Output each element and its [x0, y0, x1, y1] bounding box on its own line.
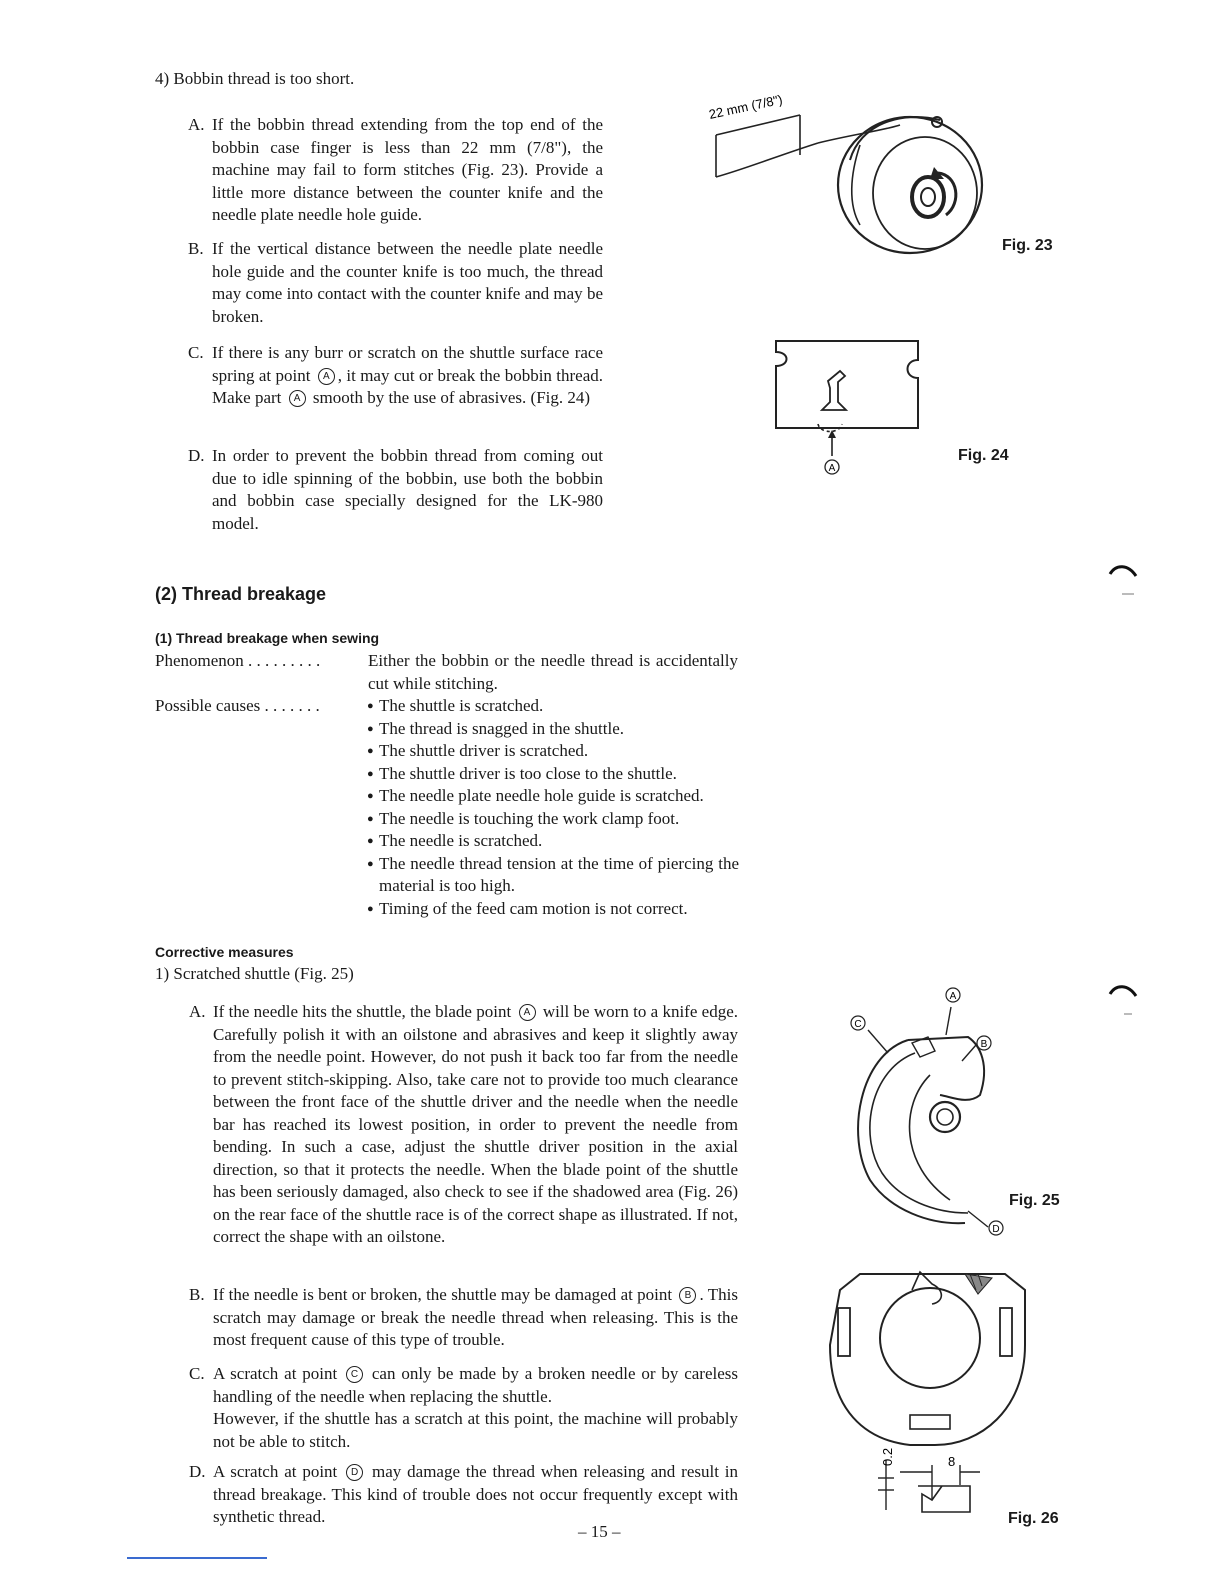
- paragraph-4b: [188, 238, 603, 328]
- paragraph-text: If the bobbin thread extending from the top end of the bobbin case finger is less than 22 mm (7/8"), the machine may fail to form stitches (Fig. 23). Provide a little more distance between the counter knife and the needle plate needle hole guide.: [212, 115, 603, 224]
- paragraph-text: A scratch at point: [213, 1364, 338, 1383]
- item-letter: C.: [188, 343, 204, 362]
- paragraph-text: can only be made by a broken needle or by careless handling of the needle when replacing the shuttle.: [213, 1364, 738, 1406]
- paragraph-text: If the needle is bent or broken, the shuttle may be damaged at point: [213, 1285, 673, 1304]
- phenomenon-label: Phenomenon . . . . . . . . .: [155, 651, 321, 670]
- paragraph-text: A scratch at point: [213, 1462, 338, 1481]
- cause-item: ● The shuttle driver is too close to the shuttle.: [367, 763, 739, 786]
- paragraph-text: If the vertical distance between the needle plate needle hole guide and the counter knife is too much, the thread may come into contact with the counter knife and may be broken.: [212, 239, 603, 326]
- item-letter: B.: [189, 1285, 205, 1304]
- paragraph-text: , it may cut or break the bobbin thread. Make part: [212, 365, 604, 407]
- section-heading-thread-breakage: (2) Thread breakage: [155, 584, 327, 604]
- scan-underline: [127, 1557, 267, 1559]
- paragraph-corrective-b: [189, 1284, 738, 1352]
- cause-item: ● The needle thread tension at the time of piercing the material is too high.: [367, 853, 739, 898]
- page-number: – 15 –: [578, 1522, 621, 1541]
- dimension-line: [716, 115, 818, 177]
- paragraph-4d: [188, 445, 603, 535]
- cause-item: ● The needle is scratched.: [367, 830, 739, 853]
- item-letter: A.: [189, 1002, 206, 1021]
- figure-25-label: Fig. 25: [1009, 1192, 1060, 1209]
- paragraph-text: If there is any burr or scratch on the shuttle surface race spring at point: [212, 343, 603, 385]
- figure-26-label: Fig. 26: [1008, 1510, 1059, 1527]
- paragraph-text: In order to prevent the bobbin thread from coming out due to idle spinning of the bobbin, use both the bobbin and bobbin case specially designed for the LK-980 model.: [212, 446, 603, 533]
- marker-a: A: [289, 390, 306, 407]
- figure-23-bobbin-case: [700, 85, 1000, 265]
- marker-b: B: [980, 1039, 988, 1050]
- marker-c: C: [854, 1019, 862, 1030]
- figure-24-race-spring: [770, 336, 930, 486]
- marker-c: C: [346, 1366, 363, 1383]
- paragraph-4a: [188, 114, 603, 227]
- corrective-measures-heading: Corrective measures: [155, 944, 294, 960]
- marker-a: A: [519, 1004, 536, 1021]
- possible-causes-list: [367, 695, 739, 920]
- paragraph-text: will be worn to a knife edge. Carefully polish it with an oilstone and abrasives and keep it slightly away from the needle point. However, do not push it back too far from the needle to prevent stitch-skipping. Also, take care not to provide too much clearance between the front face of the shuttle driver and the needle when the needle bar has reached its lowest position, in order to prevent the needle from bending. In such a case, adjust the shuttle driver position in the axial direction, so that it protects the needle. When the blade point of the shuttle has been seriously damaged, also check to see if the shadowed area (Fig. 26) on the rear face of the shuttle race is of the correct shape as illustrated. If not, correct the shape with an oilstone.: [213, 1002, 739, 1246]
- shuttle-body: [858, 1037, 984, 1223]
- item-letter: B.: [188, 239, 204, 258]
- item-letter: A.: [188, 115, 205, 134]
- marker-d: D: [992, 1224, 1000, 1235]
- paragraph-4c: [188, 342, 604, 410]
- marker-a: A: [318, 368, 335, 385]
- scan-mark: [1106, 980, 1142, 1020]
- dimension-text: 8: [948, 1454, 956, 1469]
- cause-item: ● The shuttle is scratched.: [367, 695, 739, 718]
- marker-d: D: [346, 1464, 363, 1481]
- figure-25-shuttle: [840, 985, 1020, 1245]
- figure-26-shuttle-race: [820, 1260, 1040, 1530]
- figure-24-label: Fig. 24: [958, 447, 1009, 464]
- paragraph-corrective-d: [189, 1461, 739, 1529]
- cause-item: ● The thread is snagged in the shuttle.: [367, 718, 739, 741]
- paragraph-text: If the needle hits the shuttle, the blade point: [213, 1002, 512, 1021]
- paragraph-text: smooth by the use of abrasives. (Fig. 24): [312, 388, 591, 407]
- paragraph-corrective-c: [189, 1363, 738, 1453]
- subheading-thread-breakage-sewing: (1) Thread breakage when sewing: [155, 630, 380, 646]
- shuttle-race-body: [830, 1272, 1025, 1445]
- corrective-item-1: 1) Scratched shuttle (Fig. 25): [155, 964, 354, 983]
- paragraph-text: may damage the thread when releasing and result in thread breakage. This kind of trouble does not occur frequently except with synthetic thread.: [213, 1462, 739, 1526]
- item-letter: D.: [188, 446, 205, 465]
- figure-23-label: Fig. 23: [1002, 237, 1053, 254]
- marker-b: B: [679, 1287, 696, 1304]
- bobbin-case-body: [818, 117, 982, 253]
- item-letter: C.: [189, 1364, 205, 1383]
- section-heading-4: 4) Bobbin thread is too short.: [155, 69, 355, 88]
- cause-item: ● The needle plate needle hole guide is scratched.: [367, 785, 739, 808]
- paragraph-text: However, if the shuttle has a scratch at this point, the machine will probably not be able to stitch.: [213, 1409, 738, 1451]
- section-detail: [878, 1460, 980, 1512]
- cause-item: ● The needle is touching the work clamp foot.: [367, 808, 739, 831]
- marker-a: A: [949, 991, 957, 1002]
- scan-mark: [1106, 560, 1142, 600]
- paragraph-text: . This scratch may damage or break the needle thread when releasing. This is the most frequent cause of this type of trouble.: [213, 1285, 738, 1349]
- marker-a: A: [828, 463, 836, 474]
- possible-causes-label: Possible causes . . . . . . .: [155, 696, 320, 715]
- dimension-text: 0.2: [880, 1447, 895, 1466]
- cause-item: ● Timing of the feed cam motion is not correct.: [367, 898, 739, 921]
- paragraph-corrective-a: [189, 1001, 739, 1249]
- phenomenon-text: Either the bobbin or the needle thread is accidentally cut while stitching.: [368, 651, 738, 693]
- cause-item: ● The shuttle driver is scratched.: [367, 740, 739, 763]
- dimension-text: 22 mm (7/8"): [707, 91, 784, 122]
- item-letter: D.: [189, 1462, 206, 1481]
